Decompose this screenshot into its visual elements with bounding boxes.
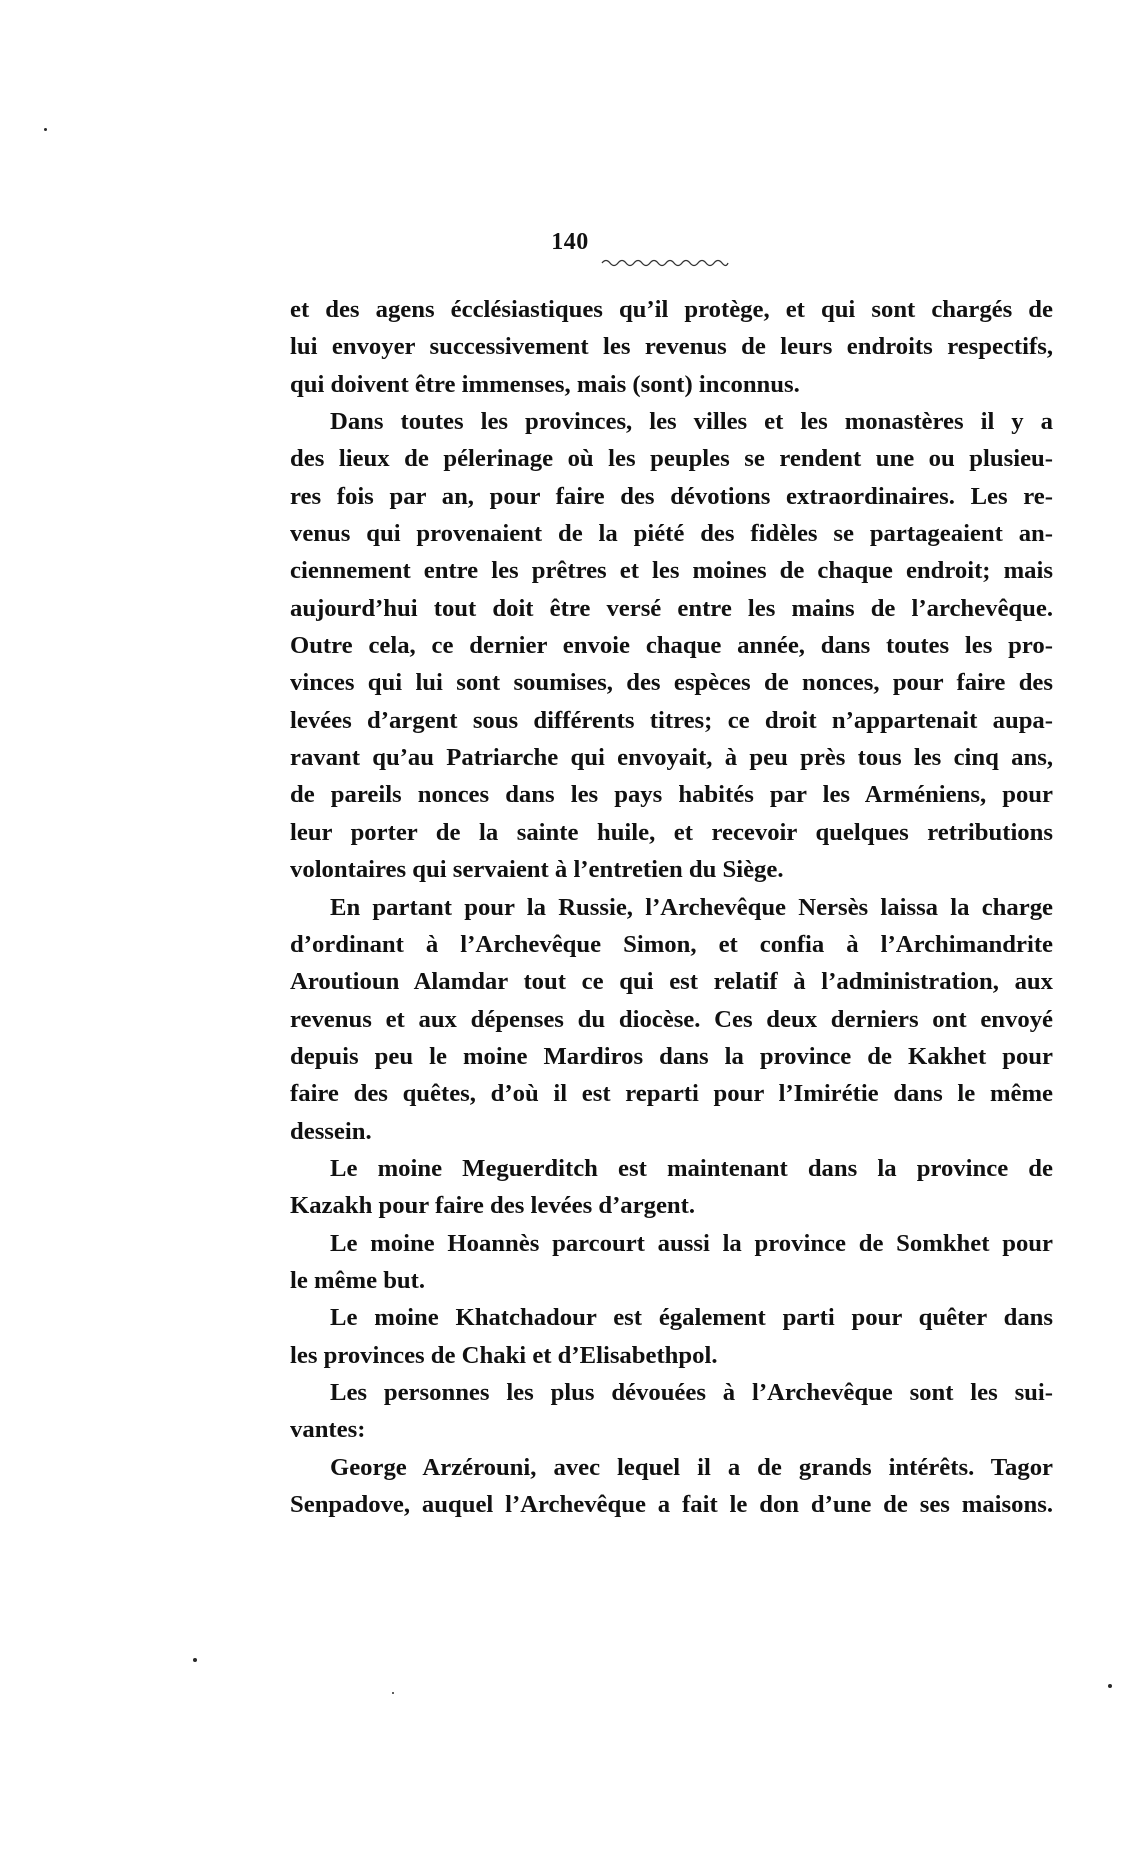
text-line: Dans toutes les provinces, les villes et les monastères il y a: [330, 408, 1053, 436]
wavy-rule-ornament: [600, 256, 730, 270]
text-line: revenus et aux dépenses du diocèse. Ces deux derniers ont envoyé: [290, 1005, 1053, 1033]
text-line: de pareils nonces dans les pays habités par les Arméniens, pour: [290, 781, 1053, 809]
text-line: et des agens écclésiastiques qu’il protège, et qui sont chargés de: [290, 296, 1053, 323]
text-line: le même but.: [290, 1266, 426, 1294]
text-line: vantes:: [290, 1416, 366, 1444]
text-line: Aroutioun Alamdar tout ce qui est relatif à l’administration, aux: [290, 968, 1053, 996]
text-line: Kazakh pour faire des levées d’argent.: [290, 1192, 696, 1220]
text-line: venus qui provenaient de la piété des fidèles se partageaient an-: [290, 520, 1053, 548]
text-line: depuis peu le moine Mardiros dans la province de Kakhet pour: [290, 1042, 1053, 1070]
text-line: dessein.: [290, 1117, 372, 1145]
text-line: res fois par an, pour faire des dévotions extraordinaires. Les re-: [290, 482, 1053, 510]
body-text: [290, 291, 1053, 1523]
text-line: En partant pour la Russie, l’Archevêque Nersès laissa la charge: [330, 893, 1053, 921]
text-line: des lieux de pélerinage où les peuples se rendent une ou plusieu-: [290, 445, 1053, 473]
text-line: faire des quêtes, d’où il est reparti pour l’Imirétie dans le même: [290, 1080, 1053, 1108]
text-line: Les personnes les plus dévouées à l’Archevêque sont les sui-: [330, 1378, 1053, 1406]
text-line: leur porter de la sainte huile, et recevoir quelques retributions: [290, 818, 1053, 846]
text-line: ravant qu’au Patriarche qui envoyait, à peu près tous les cinq ans,: [290, 744, 1053, 772]
text-line: d’ordinant à l’Archevêque Simon, et confia à l’Archimandrite: [290, 930, 1053, 958]
text-line: les provinces de Chaki et d’Elisabethpol.: [290, 1341, 718, 1369]
text-line: ciennement entre les prêtres et les moines de chaque endroit; mais: [290, 557, 1053, 585]
text-line: qui doivent être immenses, mais (sont) inconnus.: [290, 370, 800, 398]
print-speck: [193, 1658, 197, 1662]
text-line: Outre cela, ce dernier envoie chaque année, dans toutes les pro-: [290, 632, 1053, 660]
text-line: volontaires qui servaient à l’entretien du Siège.: [290, 856, 784, 884]
text-line: Le moine Hoannès parcourt aussi la province de Somkhet pour: [330, 1229, 1053, 1257]
page-number-text: 140: [551, 229, 589, 255]
text-line: vinces qui lui sont soumises, des espèces de nonces, pour faire des: [290, 669, 1053, 697]
text-line: levées d’argent sous différents titres; ce droit n’appartenait aupa-: [290, 706, 1053, 734]
text-line: lui envoyer successivement les revenus de leurs endroits respectifs,: [290, 333, 1053, 361]
print-speck: [392, 1692, 394, 1694]
print-speck: [44, 128, 47, 131]
text-line: Le moine Meguerditch est maintenant dans la province de: [330, 1154, 1053, 1182]
text-line: Le moine Khatchadour est également parti pour quêter dans: [330, 1304, 1053, 1332]
text-line: George Arzérouni, avec lequel il a de grands intérêts. Tagor: [330, 1453, 1053, 1481]
text-line: aujourd’hui tout doit être versé entre les mains de l’archevêque.: [290, 594, 1053, 622]
print-speck: [1108, 1684, 1112, 1688]
text-line: Senpadove, auquel l’Archevêque a fait le don d’une de ses maisons.: [290, 1491, 1053, 1518]
page-number: [0, 229, 1140, 256]
